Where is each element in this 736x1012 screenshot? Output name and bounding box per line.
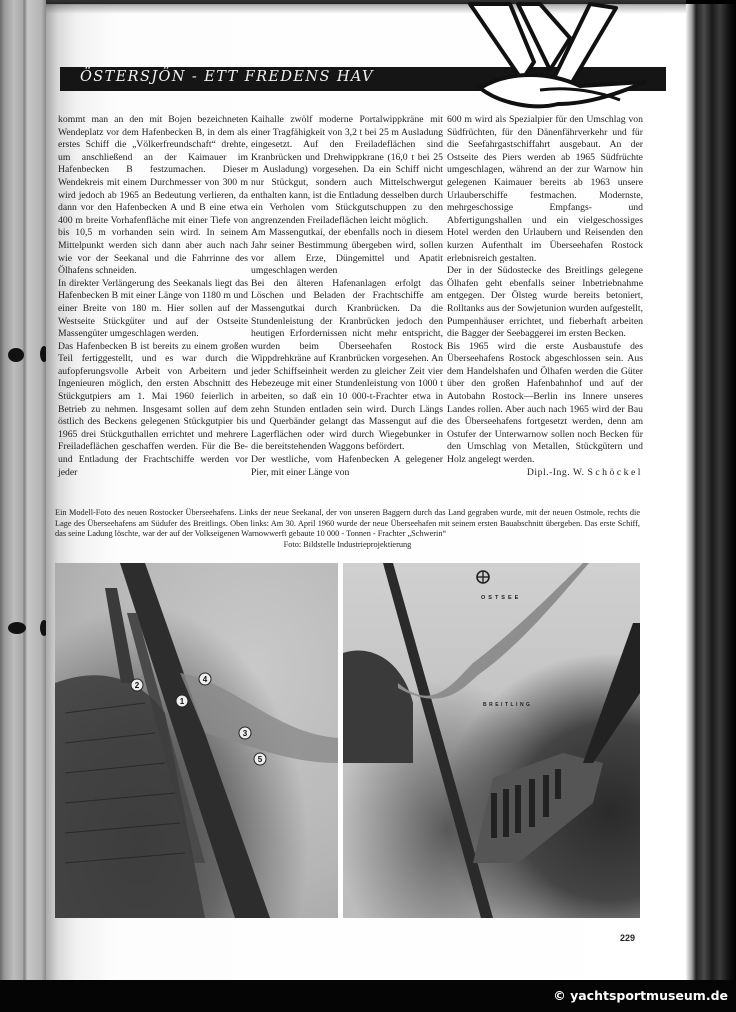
- paragraph: Bis 1965 wird die erste Ausbaustufe des Überseehafens Rostock abgeschlossen sein. Aus dem Handelshafen und Ölhafen werden die Güter über den großen Hafenbahnhof und auf der Autobahn Rostock—Berlin ins Innere unseres Landes rollen. Aber auch nach 1965 wird der Bau des Überseehafens fortgesetzt werden, denn am Ostufer der Unterwarnow sollen noch Becken für den Umschlag von Metallen, Stückgütern und Holz angelegt werden.: [447, 340, 643, 466]
- map-label-ostsee: OSTSEE: [481, 595, 522, 601]
- marker-label: 4: [202, 675, 208, 684]
- copyright-watermark: © yachtsportmuseum.de: [553, 988, 728, 1003]
- marker-label: 3: [242, 729, 248, 738]
- article-column-3: [447, 114, 643, 479]
- harbor-model-photo-right: [343, 563, 640, 918]
- paragraph: Das Hafenbecken B ist bereits zu einem großen Teil fertiggestellt, und es war durch die aufopferungsvolle Arbeit von Arbeitern und Ingenieuren möglich, den ersten Abschnitt des Stückgutpiers am 1. Mai 1960 feierlich in Betrieb zu nehmen. Insgesamt sollen auf dem östlich des Beckens gelegenen Stückgutpier bis 1965 drei Stückguthallen errichtet und mehrere Freiladeflächen geschaffen werden. Für die Be- und Entladung der Frachtschiffe werden vor jeder: [58, 340, 248, 478]
- seagulls-logo-icon: [440, 0, 676, 112]
- map-label-breitling: BREITLING: [483, 702, 533, 708]
- binder-spine: [0, 0, 46, 980]
- binder-hole: [8, 622, 26, 634]
- marker-label: 1: [179, 697, 185, 706]
- paragraph: 600 m wird als Spezialpier für den Umschlag von Südfrüchten, für den Dänenfährverkehr und für die Seefahrgastschiffahrt ausgebaut. An der Ostseite des Piers werden ab 1965 Südfrüchte umgeschlagen, während an der zur Warnow hin gelegenen Kaimauer bereits ab 1963 unsere Urlauberschiffe festmachen. Modernste, mehrgeschossige Empfangs- und Abfertigungshallen und ein vielgeschossiges Hotel werden den Urlaubern und Reisenden den kurzen Aufenthalt im Überseehafen Rostock erlebnisreich gestalten.: [447, 114, 643, 264]
- harbor-model-photo-left: [55, 563, 338, 918]
- article-column-2: [251, 114, 443, 479]
- photo-caption: [55, 508, 640, 550]
- paragraph: Kaihalle zwölf moderne Portalwippkräne mit einer Tragfähigkeit von 3,2 t bei 25 m Ausladung eingesetzt. Auf den Freiladeflächen sind Kranbrücken und Drehwippkrane (16,0 t bei 25 m Ausladung) vorgesehen. Da ein Schiff nicht nur Stückgut, sondern auch Mittelschwergut enthalten kann, ist die Entladung desselben durch ein Verholen vom Stückgutschuppen zu den angrenzenden Freiladeflächen leicht möglich.: [251, 114, 443, 226]
- page-number: 229: [620, 933, 636, 943]
- paragraph: In direkter Verlängerung des Seekanals liegt das Hafenbecken B mit einer Länge von 1180 m und einer Breite von 180 m. Hier sollen auf der Westseite Stückgüter und auf der Ostseite Massengüter umgeschlagen werden.: [58, 277, 248, 340]
- compass-icon: [477, 571, 489, 583]
- photo-credit: Foto: Bildstelle Industrieprojektierung: [283, 539, 412, 549]
- marker-label: 5: [257, 755, 263, 764]
- paragraph: Bei den älteren Hafenanlagen erfolgt das Löschen und Beladen der Frachtschiffe am Massengutkai durch Kranbrücken. Da die Stundenleistung der Kranbrücken jedoch den heutigen Erfordernissen nicht mehr entspricht, wurden beim Überseehafen Rostock Wippdrehkräne auf Kranbrücken vorgesehen. An jeder Schiffseinheit werden zu gleicher Zeit vier Hebezeuge mit einer Stundenleistung von 1000 t arbeiten, so daß ein 10 000-t-Frachter etwa in zehn Stunden entladen sein wird. Durch Längs und Querbänder gelangt das Massengut auf die Lagerflächen oder wird durch Wiegebunker in die bereitstehenden Waggons befördert.: [251, 277, 443, 453]
- page-stack-edge: [686, 4, 736, 980]
- paragraph: Am Massengutkai, der ebenfalls noch in diesem Jahr seiner Bestimmung übergeben wird, sollen vor allem Erze, Düngemittel und Apatit umgeschlagen werden: [251, 227, 443, 277]
- article-column-1: [58, 114, 248, 479]
- author-name: Schöckel: [587, 466, 643, 478]
- binder-hole: [8, 348, 24, 362]
- section-title: ÖSTERSJÖN - ETT FREDENS HAV: [80, 69, 374, 85]
- paragraph: kommt man an den mit Bojen bezeichneten Wendeplatz vor dem Hafenbecken B, in dem als erstes Schiff die „Völkerfreundschaft“ drehte, um anschließend an der Kaimauer im Hafenbecken B festzumachen. Dieser Wendekreis mit einem Durchmesser von 300 m wird jedoch ab 1965 an Bedeutung verlieren, da dann vor den Hafenbecken A und B eine etwa 400 m breite Vorhafenfläche mit einer Tiefe von bis 10,5 m vorhanden sein wird. In seinem Mittelpunkt werden sich dann aber auch nach wie vor der Seekanal und die Fahrrinne des Ölhafens schneiden.: [58, 114, 248, 277]
- paragraph: Der westliche, vom Hafenbecken A gelegener Pier, mit einer Länge von: [251, 454, 443, 478]
- marker-label: 2: [134, 681, 140, 690]
- caption-text: Ein Modell-Foto des neuen Rostocker Überseehafens. Links der neue Seekanal, der von unseren Baggern durch das Land gegraben wurde, mit der neuen Ostmole, rechts die Lage des Überseehafens am Südufer des Breitlings. Oben links: Am 30. April 1960 wurde der neue Überseehafen mit seinem ersten Bauabschnitt übergeben. Das erste Schiff, das seine Ladung löschte, war der auf der Volkseigenen Warnowwerft gebaute 10 000 - Tonnen - Frachter „Schwerin“: [55, 508, 640, 539]
- author-title: Dipl.-Ing. W.: [526, 466, 585, 478]
- paragraph: Der in der Südostecke des Breitlings gelegene Ölhafen geht ebenfalls seiner Inbetriebnahme entgegen. Der Ölsteg wurde bereits betoniert, Rolltanks aus der Sowjetunion wurden aufgestellt, Pumpenhäuser errichtet, und fieberhaft arbeiten die Bagger der Seebaggerei im ersten Becken.: [447, 265, 643, 340]
- author-signature: [447, 467, 643, 480]
